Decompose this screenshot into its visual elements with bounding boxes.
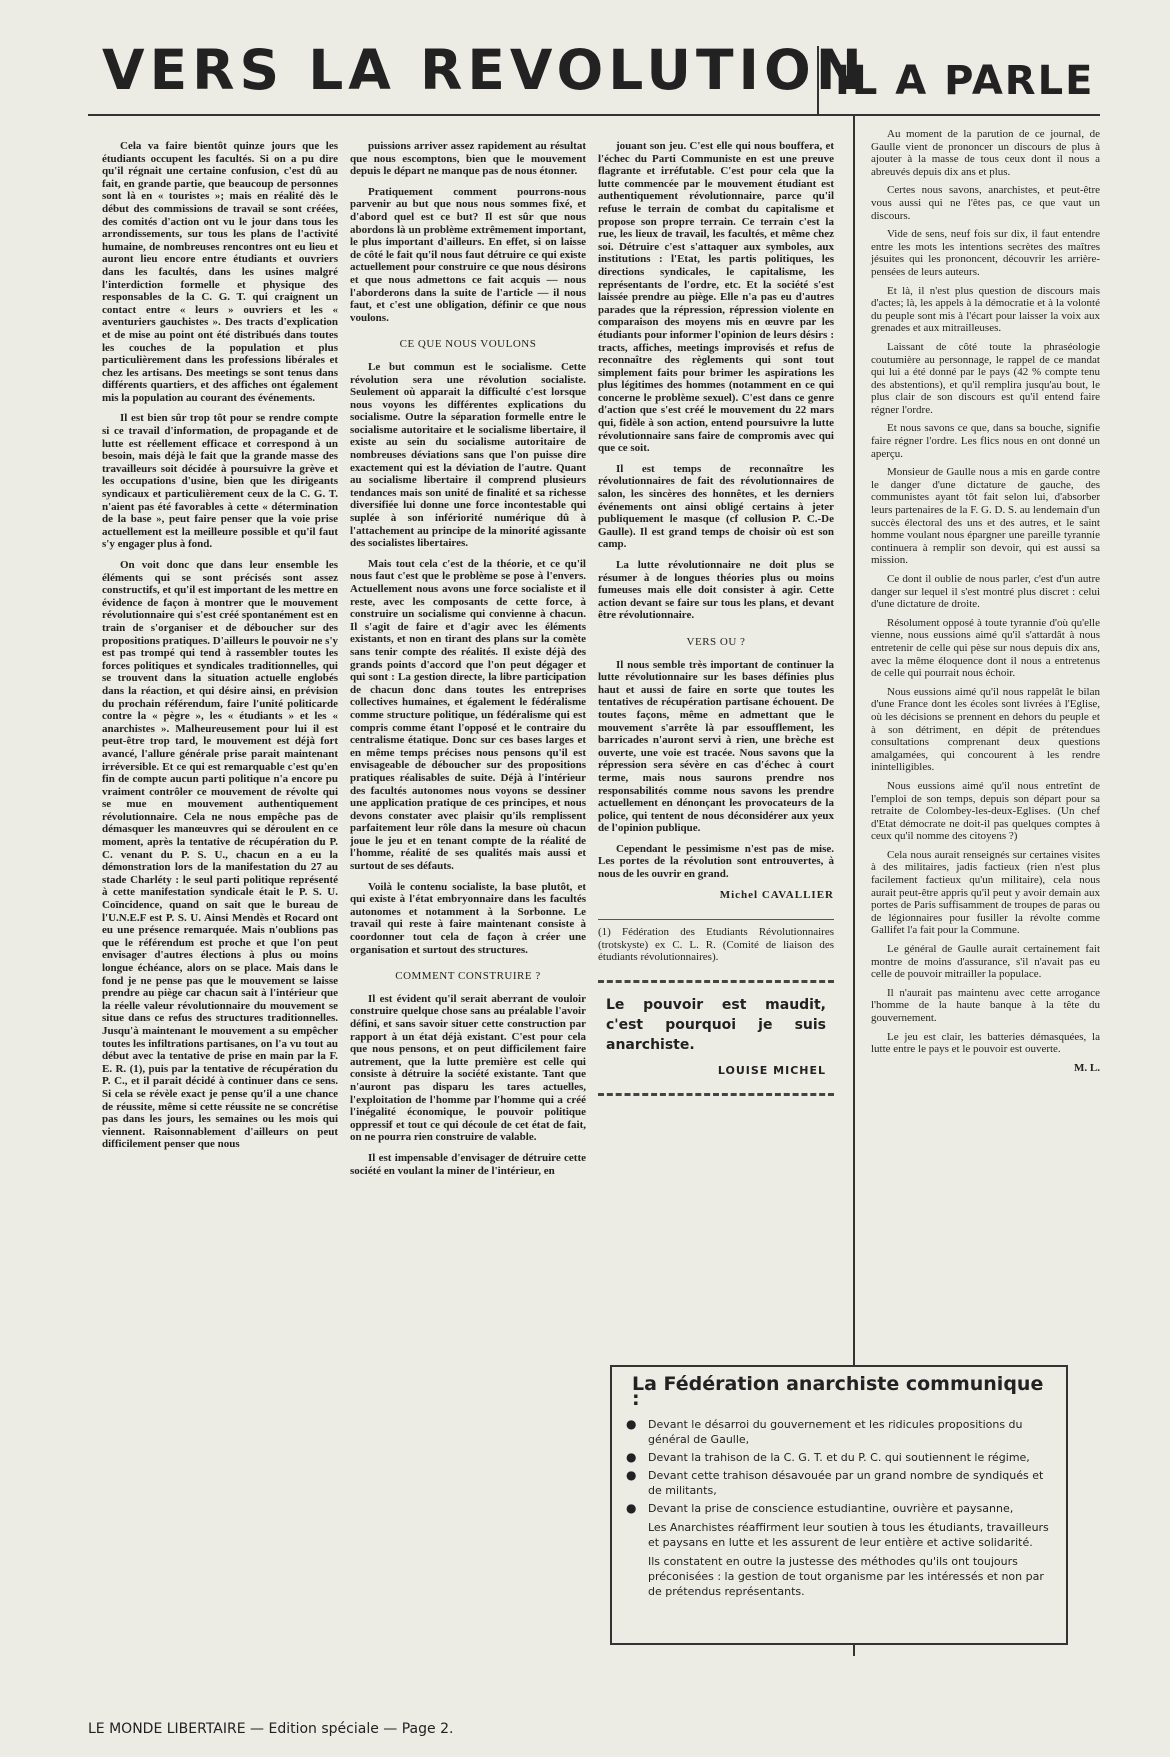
list-item: ● Devant la prise de conscience estudiantine, ouvrière et paysanne, xyxy=(626,1501,1052,1516)
main-title: VERS LA REVOLUTION xyxy=(102,38,867,102)
paragraph: Et là, il n'est plus question de discours mais d'actes; là, les appels à la démocratie et à la volonté du peuple sont mis à l'écart pour laisser la voix aux grenades et aux mitrailleuses. xyxy=(871,284,1100,335)
article-signature: Michel CAVALLIER xyxy=(719,888,834,901)
subheading: VERS OU ? xyxy=(686,635,746,648)
list-item: ● Devant le désarroi du gouvernement et les ridicules propositions du général de Gaulle, xyxy=(626,1417,1052,1447)
paragraph: Il est bien sûr trop tôt pour se rendre compte si ce travail d'information, de propagande et de lutte est réellement efficace et correspond à un besoin, mais déjà le fait que la grande masse des travailleurs soit décidée à poursuivre la grève et les occupations d'usine, bien que les dirigeants syndicaux et particulièrement ceux de la C. G. T. n'aient pas été favorables à cette « détermination de la base », peut faire penser que la voie prise actuellement est la meilleure possible et qu'il faut s'y engager plus à fond. xyxy=(102,412,338,551)
paragraph: Il n'aurait pas maintenu avec cette arrogance l'homme de la haute banque à la tête du gouvernement. xyxy=(871,986,1100,1024)
paragraph: Nous eussions aimé qu'il nous rappelât le bilan d'une France dont les écoles sont livrées à l'Eglise, où les décisions se prennent en dehors du peuple et à son détriment, en dépit de prétendues consultations comprenant deux questions amalgamées, qui concourent à les rendre inintelligibles. xyxy=(871,685,1100,774)
paragraph: On voit donc que dans leur ensemble les éléments qui se sont précisés sont assez constructifs, et qu'il est important de les mettre en évidence de façon à montrer que le mouvement révolutionnaire qui s'est créé spontanément est en train de s'organiser et de déboucher sur des propositions pratiques. D'ailleurs le pouvoir ne s'y est pas trompé qui tend à rassembler toutes les forces politiques et syndicales traditionnelles, qui se trouvent dans la situation actuelle englobés dans la réaction, et qui désire ainsi, en prévision du prochain référendum, faire l'unité politicarde contre la « pègre », les « étudiants » et les « anarchistes ». Malheureusement pour lui il est peut-être trop tard, le mouvement est déjà fort avancé, l'allure générale prise parait maintenant irréversible. Et ce qui est remarquable c'est qu'en fin de compte aucun parti politique n'a encore pu vraiment contrôler ce mouvement de révolte qui se mue en mouvement authentiquement révolutionnaire. Cela ne nous empêche pas de démasquer les manœuvres qui se déroulent en ce moment, après la tentative de récupération du P. C. venant du P. S. U., chacun en a eu la démonstration lors de la manifestation du 27 au stade Charléty : le seul parti politique représenté à cette manifestation syndicale était le P. S. U. Coïncidence, quand on sait que le bureau de l'U.N.E.F est P. S. U. Ainsi Mendès et Rocard ont eu une présence remarquée. Mais n'oublions pas que le référendum est proche et que l'on peut envisager d'autres élections à plus ou moins longue échéance, alors on se place. Mais dans le fond je ne pense pas que le mouvement se laisse prendre au piège car chacun sait à l'intérieur que la réelle valeur révolutionnaire du mouvement se situe dans ce refus des structures traditionnelles. Jusqu'à maintenant le mouvement a su empêcher toutes les infiltrations partisanes, on l'a vu tout au début avec la tentative de prise en main par la F. E. R. (1), puis par la tentative de récupération du P. C., et il parait décidé à continuer dans ce sens. Si cela se révèle exact je pense qu'il a une chance de réussite, même si cette réussite ne se concrétise pas dans les jours, les semaines ou les mois qui viennent. Raisonnablement d'ailleurs on peut difficilement penser que nous xyxy=(102,559,338,1151)
quote-box xyxy=(598,980,834,1096)
subheading: COMMENT CONSTRUIRE ? xyxy=(395,970,541,983)
list-item: ● Devant cette trahison désavouée par un grand nombre de syndiqués et de militants, xyxy=(626,1468,1052,1498)
header xyxy=(88,30,1100,116)
paragraph: Il nous semble très important de continuer la lutte révolutionnaire sur les bases définies plus haut et aussi de faire en sorte que toutes les tentatives de récupération partisane échouent. De toutes façons, même en admettant que le mouvement s'arrête là par essoufflement, les barricades n'auront servi à rien, une brèche est ouverte, une voie est tracée. Nous savons que la répression sera sévère en cas d'échec à court terme, mais nous saurons prendre nos responsabilités comme nous savons les prendre actuellement en dénonçant les provocateurs de la police, qui tentent de nous déconsidérer aux yeux de l'opinion publique. xyxy=(598,658,834,835)
paragraph: Nous eussions aimé qu'il nous entretînt de l'emploi de son temps, depuis son départ pour sa retraite de Colombey-les-deux-Eglises. (Un chef d'Etat démocrate ne doit-il pas quelques comptes à ceux qu'il nomme des citoyens ?) xyxy=(871,779,1100,843)
paragraph: Il est évident qu'il serait aberrant de vouloir construire quelque chose sans au préalable l'avoir défini, et sans savoir situer cette construction par rapport à un état déjà existant. C'est pour cela que nous pensons, et on peut difficilement faire autrement, que la lutte première est celle qui consiste à détruire la société existante. Tant que n'auront pas disparu les tares actuelles, l'exploitation de l'homme par l'homme qui a créé l'inégalité économique, le pouvoir politique oppressif et tout ce qui découle de cet état de fait, on ne pourra rien construire de valable. xyxy=(350,992,586,1144)
paragraph: Au moment de la parution de ce journal, de Gaulle vient de prononcer un discours de plus à ajouter à la masse de tous ceux dont il nous a abreuvés depuis dix ans et plus. xyxy=(871,128,1100,178)
federation-list xyxy=(626,1417,1052,1516)
paragraph: Il est impensable d'envisager de détruire cette société en voulant la miner de l'intérieur, en xyxy=(350,1151,586,1177)
paragraph: Le but commun est le socialisme. Cette révolution sera une révolution socialiste. Seulement où apparait la difficulté c'est lorsque nous voyons les différentes explications du socialisme. Outre la séparation formelle entre le socialisme autoritaire et le socialisme libertaire, il existe au sein du socialisme autoritaire de nombreuses déviations sans que l'on puisse dire exactement qui est la déviation de l'autre. Quant au socialisme libertaire il comprend plusieurs tendances mais son unité de finalité et sa richesse diversifiée lui donne une force incontestable qui suplée à son infériorité numérique dû à l'attachement au principe de la minorité agissante des socialistes libertaires. xyxy=(350,360,586,550)
quote-author: LOUISE MICHEL xyxy=(717,1064,826,1078)
federation-box xyxy=(610,1365,1068,1645)
federation-paragraph: Les Anarchistes réaffirment leur soutien à tous les étudiants, travailleurs et paysans en lutte et les assurent de leur entière et active solidarité. xyxy=(648,1521,1049,1549)
paragraph: Cependant le pessimisme n'est pas de mise. Les portes de la révolution sont entrouvertes, à nous de les ouvrir en grand. xyxy=(598,842,834,881)
paragraph: Le général de Gaulle aurait certainement fait montre de moins d'assurance, s'il n'avait pas eu celle de pouvoir mitrailler la populace. xyxy=(871,943,1100,981)
paragraph: jouant son jeu. C'est elle qui nous bouffera, et l'échec du Parti Communiste en est une preuve flagrante et irréfutable. C'est pour cela que la lutte commencée par le mouvement étudiant est authentiquement révolutionnaire, parce qu'il refuse le terrain de combat du capitalisme et propose son propre terrain. Ce terrain c'est la rue, les lieux de travail, les facultés, et même chez soi. Détruire c'est s'attaquer aux symboles, aux institutions : l'Etat, les partis politiques, les directions syndicales, le capitalisme, les représentants de l'ordre, etc. Et la société s'est laissée prendre au piège. Elle n'a pas eu d'autres parades que la répression, répression violente en comparaison des moyens mis en œuvre par les étudiants pour informer l'opinion de leurs désirs : tracts, affiches, meetings improvisés et refus de reconnaître des règlements qui sont tout simplement faits pour brimer les aspirations les plus légitimes des hommes (notamment en ce qui concerne le problème sexuel). C'est dans ce genre d'action que s'est créé le mouvement du 22 mars qui, fidèle à son action, entend poursuivre la lutte révolutionnaire sans faire de compromis avec qui que ce soit. xyxy=(598,140,834,455)
footnote: (1) Fédération des Etudiants Révolutionnaires (trotskyste) ex C. L. R. (Comité de liaison des étudiants révolutionnaires). xyxy=(598,919,834,964)
paragraph: Cela nous aurait renseignés sur certaines visites à des militaires, jadis factieux (rien n'est plus facilement factieux qu'un militaire), cela nous aurait peut-être appris qu'il peut y avoir demain aux portes de Paris suffisamment de troupes de paras ou de légionnaires pour fusiller la révolte comme Gallifet l'a fait pour la Commune. xyxy=(871,848,1100,937)
list-item: ● Devant la trahison de la C. G. T. et du P. C. qui soutiennent le régime, xyxy=(626,1450,1052,1465)
paragraph: Voilà le contenu socialiste, la base plutôt, et qui existe à l'état embryonnaire dans les facultés autonomes et notamment à la Sorbonne. Le travail qui reste à faire maintenant consiste à coordonner tout cela de façon à créer une organisation et surtout des structures. xyxy=(350,880,586,956)
paragraph: Résolument opposé à toute tyrannie d'où qu'elle vienne, nous eussions aimé qu'il s'attardât à nous entretenir de celle qui pèse sur nous depuis dix ans, avec la même éloquence dont il nous a entretenus de celle qui pourrait nous échoir. xyxy=(871,616,1100,680)
paragraph: Laissant de côté toute la phraséologie coutumière au personnage, le rappel de ce mandat qui lui a été donné par le pays (42 % compte tenu des abstentions), et qu'il remplira jusqu'au bout, le plus clair de son discours est qu'il entend faire régner l'ordre. xyxy=(871,340,1100,416)
paragraph: Il est temps de reconnaître les révolutionnaires de fait des révolutionnaires de salon, les sincères des honnêtes, et les derniers événements ont ainsi obligé certains à jeter publiquement le masque (cf collusion P. C.-De Gaulle). Il est grand temps de choisir où est son camp. xyxy=(598,462,834,551)
side-signature: M. L. xyxy=(1074,1061,1100,1074)
paragraph: Monsieur de Gaulle nous a mis en garde contre le danger d'une dictature de gauche, des communistes ayant tôt fait selon lui, d'absorber leurs partenaires de la F. G. D. S. au lendemain d'un succès électoral des uns et des autres, et le saint homme voulant nous épargner une pareille tyrannie continuera à remplir son devoir, qui est aussi sa mission. xyxy=(871,466,1100,567)
paragraph: Vide de sens, neuf fois sur dix, il faut entendre entre les mots les intentions secrètes des maîtres jésuites qui les prononcent, découvrir les arrière-pensées de leurs auteurs. xyxy=(871,228,1100,278)
subheading: CE QUE NOUS VOULONS xyxy=(399,338,537,351)
side-title: IL A PARLE xyxy=(817,46,1100,114)
paragraph: Cela va faire bientôt quinze jours que les étudiants occupent les facultés. Si on a pu dire qu'il régnait une certaine confusion, c'est dû au fait, en grande partie, que beaucoup de personnes sont là en « touristes »; mais en réalité dès le début des commissions de travail se sont créées, des comités d'action ont vu le jour dans tous les arrondissements, sur tous les plans de l'activité humaine, de nombreuses rencontres ont eu lieu et auront lieu encore entre étudiants et ouvriers dans les facultés, dans les usines malgré l'interdiction formelle et physique des responsables de la C. G. T. qui craignent un contact entre « leurs » ouvriers et les « aventuriers gauchistes ». Des tracts d'explication et de mise au point ont été distribués dans toutes les couches de la population et plus particulièrement dans les professions libérales et chez les artisans. Des meetings se sont tenus dans différents quartiers, et des affiches ont également mis la population au courant des événements. xyxy=(102,140,338,404)
page-footer: LE MONDE LIBERTAIRE — Edition spéciale — Page 2. xyxy=(88,1721,454,1737)
paragraph: Certes nous savons, anarchistes, et peut-être vous aussi qui ne l'êtes pas, ce que vaut un discours. xyxy=(871,184,1100,222)
paragraph: Le jeu est clair, les batteries démasquées, la lutte entre le pays et le pouvoir est ouverte. xyxy=(871,1030,1100,1056)
paragraph: Mais tout cela c'est de la théorie, et ce qu'il nous faut c'est que le problème se pose à l'envers. Actuellement nous avons une force socialiste et il reste, avec les composants de cette force, à construire un socialisme qui convienne à chacun. Il s'agit de faire et d'agir avec les éléments existants, et non en tirant des plans sur la comète sans tenir compte des réalités. Il existe déjà des grands points d'accord que l'on peut dégager et qui sont : La gestion directe, la libre participation de chacun donc dans toutes les entreprises collectives humaines, et également le fédéralisme comme structure politique, un fédéralisme qui est compris comme étant l'opposé et le contraire du centralisme étatique. Donc sur ces bases larges et en même temps précises nous pensons qu'il est envisageable de déboucher sur des propositions pratiques réalisables de suite. Déjà à l'intérieur des facultés autonomes nous voyons se dessiner une application pratique de ces principes, et nous devons constater avec plaisir qu'ils remplissent parfaitement leur rôle dans la mesure où chacun joue le jeu et en tenant compte de la réalité de l'homme, réalité de ses qualités mais aussi et surtout de ses défauts. xyxy=(350,557,586,873)
paragraph: puissions arriver assez rapidement au résultat que nous escomptons, bien que le mouvement depuis le départ ne manque pas de nous étonner. xyxy=(350,140,586,178)
article-column-1 xyxy=(102,140,338,1656)
paragraph: Et nous savons ce que, dans sa bouche, signifie faire régner l'ordre. Les flics nous en ont donné un aperçu. xyxy=(871,422,1100,460)
article-column-2 xyxy=(350,140,586,1656)
paragraph: Pratiquement comment pourrons-nous parvenir au but que nous nous sommes fixé, et d'abord quel est ce but? Il est sûr que nous abordons là un problème extrêmement important, le plus important d'ailleurs. En effet, si on laisse de côté le fait qu'il nous faut détruire ce qui existe actuellement pour construire ce que nous désirons et que nous admettons ce fait acquis — nous l'aborderons dans la suite de l'article — il nous faut, et c'est une obligation, définir ce que nous voulons. xyxy=(350,185,586,324)
paragraph: Ce dont il oublie de nous parler, c'est d'un autre danger sur lequel il s'est montré plus discret : celui d'une dictature de droite. xyxy=(871,573,1100,611)
quote-text: Le pouvoir est maudit, c'est pourquoi je suis anarchiste. xyxy=(606,997,826,1054)
federation-title: La Fédération anarchiste communique : xyxy=(632,1373,1044,1410)
paragraph: La lutte révolutionnaire ne doit plus se résumer à de longues théories plus ou moins fumeuses mais elle doit consister à agir. Cette action devant se faire sur tous les plans, et devant être révolutionnaire. xyxy=(598,559,834,622)
federation-paragraph: Ils constatent en outre la justesse des méthodes qu'ils ont toujours préconisées : la gestion de tout organisme par les intéressés et non par de prétendus représentants. xyxy=(648,1555,1044,1598)
